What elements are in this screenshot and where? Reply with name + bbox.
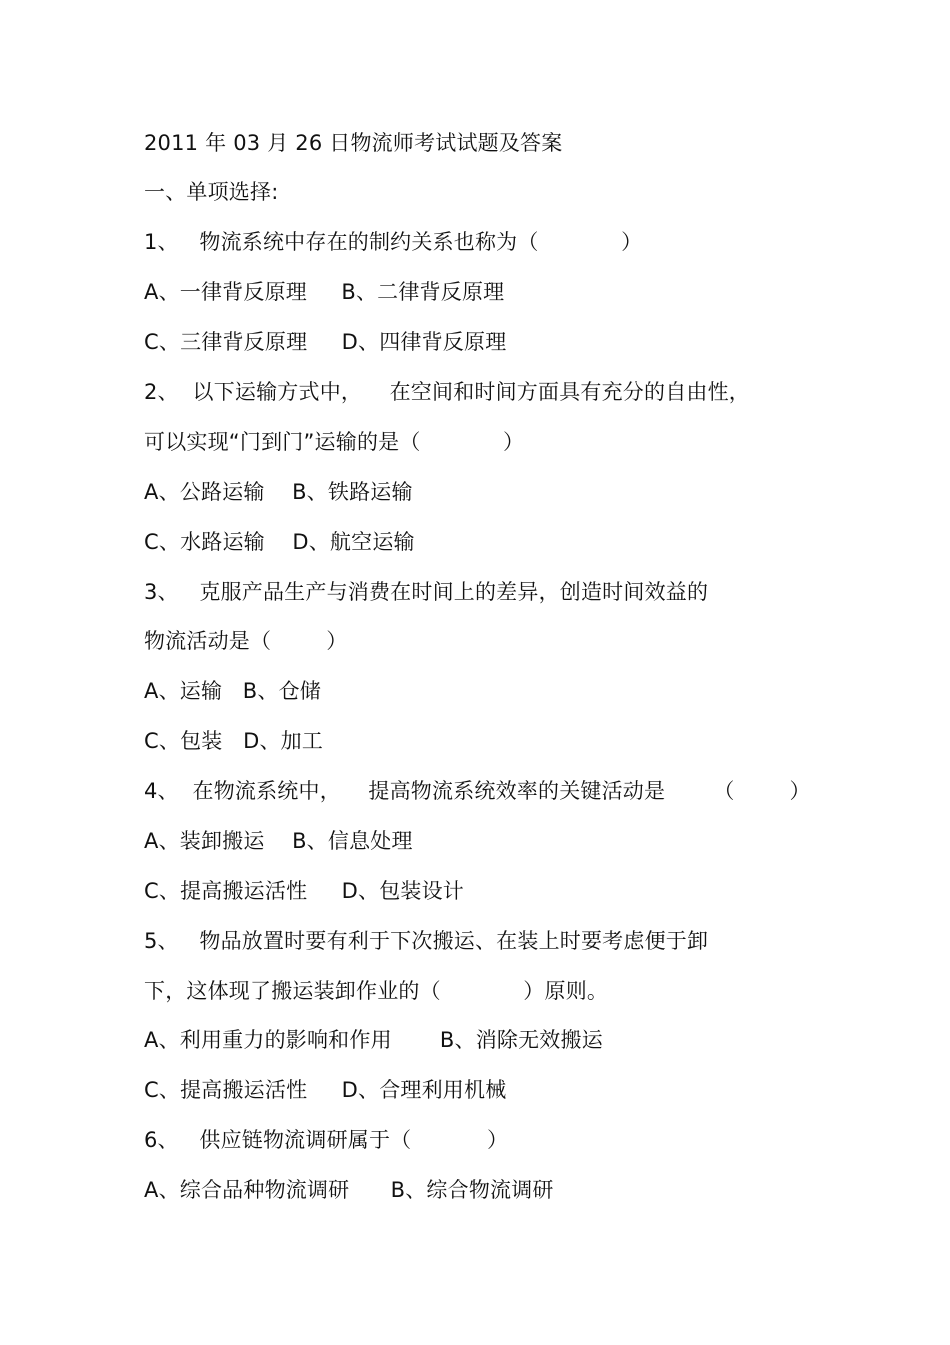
question-4-options-ab: A、装卸搬运 B、信息处理 xyxy=(144,829,413,853)
question-6: 6、 供应链物流调研属于（ ） xyxy=(144,1128,509,1152)
question-5-line-1: 5、 物品放置时要有利于下次搬运、在装上时要考虑便于卸 xyxy=(144,929,709,953)
question-1-options-ab: A、一律背反原理 B、二律背反原理 xyxy=(144,280,505,304)
document-title: 2011 年 03 月 26 日物流师考试试题及答案 xyxy=(144,131,563,155)
question-5-line-2: 下，这体现了搬运装卸作业的（ ）原则。 xyxy=(144,979,609,1003)
question-2-options-cd: C、水路运输 D、航空运输 xyxy=(144,530,415,554)
question-3-line-1: 3、 克服产品生产与消费在时间上的差异，创造时间效益的 xyxy=(144,580,709,604)
question-2-line-2: 可以实现“门到门”运输的是（ ） xyxy=(144,430,525,454)
section-heading: 一、单项选择: xyxy=(144,180,279,204)
question-3-options-cd: C、包装 D、加工 xyxy=(144,729,324,753)
question-5-options-ab: A、利用重力的影响和作用 B、消除无效搬运 xyxy=(144,1028,603,1052)
question-1-options-cd: C、三律背反原理 D、四律背反原理 xyxy=(144,330,507,354)
question-3-line-2: 物流活动是（ ） xyxy=(144,629,348,653)
question-2-line-1: 2、 以下运输方式中， 在空间和时间方面具有充分的自由性， xyxy=(144,380,751,404)
question-1: 1、 物流系统中存在的制约关系也称为（ ） xyxy=(144,230,643,254)
question-2-options-ab: A、公路运输 B、铁路运输 xyxy=(144,480,413,504)
question-6-options-ab: A、综合品种物流调研 B、综合物流调研 xyxy=(144,1178,554,1202)
question-5-options-cd: C、提高搬运活性 D、合理利用机械 xyxy=(144,1078,507,1102)
question-4-options-cd: C、提高搬运活性 D、包装设计 xyxy=(144,879,465,903)
question-3-options-ab: A、运输 B、仓储 xyxy=(144,679,321,703)
question-4: 4、 在物流系统中， 提高物流系统效率的关键活动是 （ ） xyxy=(144,779,811,803)
